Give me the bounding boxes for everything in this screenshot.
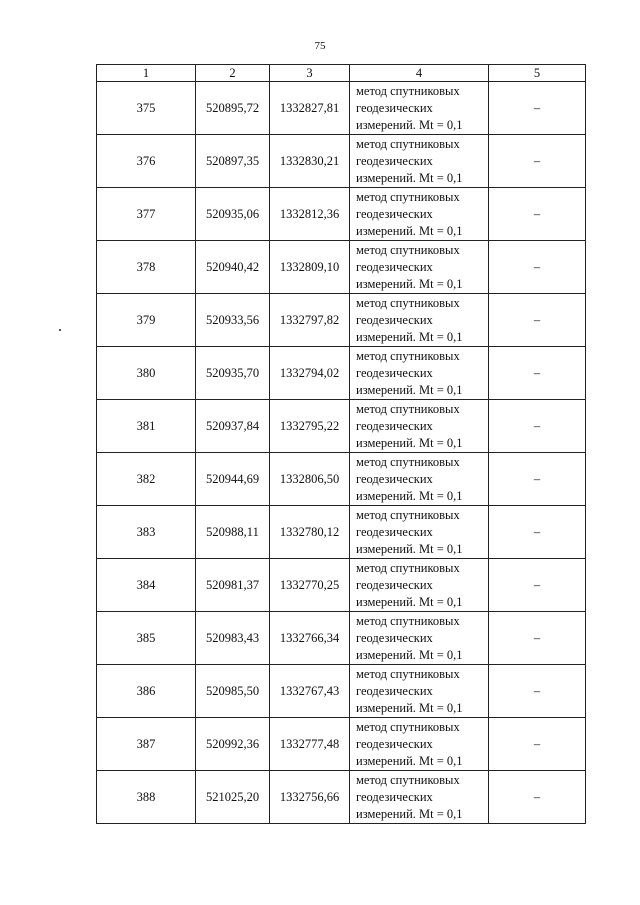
note-cell: –	[489, 506, 586, 559]
method-line: измерений. Mt = 0,1	[356, 753, 463, 768]
page-number: 75	[314, 40, 326, 52]
note-cell: –	[489, 241, 586, 294]
method-line: метод спутниковых	[356, 719, 460, 734]
method-cell	[350, 718, 489, 771]
y-coordinate-cell: 1332766,34	[270, 612, 350, 665]
method-cell	[350, 453, 489, 506]
method-line: геодезических	[356, 100, 433, 115]
point-number-cell: 387	[97, 718, 196, 771]
y-coordinate-cell: 1332780,12	[270, 506, 350, 559]
point-number-cell: 380	[97, 347, 196, 400]
column-header-4: 4	[350, 65, 489, 82]
method-line: геодезических	[356, 206, 433, 221]
note-cell: –	[489, 612, 586, 665]
point-number-cell: 384	[97, 559, 196, 612]
table-row	[97, 612, 586, 665]
x-coordinate-cell: 520985,50	[196, 665, 270, 718]
table-row	[97, 82, 586, 135]
method-line: метод спутниковых	[356, 242, 460, 257]
method-cell	[350, 135, 489, 188]
y-coordinate-cell: 1332830,21	[270, 135, 350, 188]
method-line: геодезических	[356, 683, 433, 698]
table-row	[97, 559, 586, 612]
note-cell: –	[489, 453, 586, 506]
note-cell: –	[489, 188, 586, 241]
table-row	[97, 241, 586, 294]
note-cell: –	[489, 771, 586, 824]
point-number-cell: 388	[97, 771, 196, 824]
y-coordinate-cell: 1332770,25	[270, 559, 350, 612]
note-cell: –	[489, 718, 586, 771]
y-coordinate-cell: 1332806,50	[270, 453, 350, 506]
y-coordinate-cell: 1332809,10	[270, 241, 350, 294]
method-line: метод спутниковых	[356, 454, 460, 469]
method-line: измерений. Mt = 0,1	[356, 117, 463, 132]
column-header-5: 5	[489, 65, 586, 82]
x-coordinate-cell: 520933,56	[196, 294, 270, 347]
note-cell: –	[489, 559, 586, 612]
x-coordinate-cell: 520988,11	[196, 506, 270, 559]
header-row	[97, 65, 586, 82]
y-coordinate-cell: 1332797,82	[270, 294, 350, 347]
note-cell: –	[489, 135, 586, 188]
coordinates-table	[96, 64, 586, 824]
table-row	[97, 665, 586, 718]
y-coordinate-cell: 1332827,81	[270, 82, 350, 135]
y-coordinate-cell: 1332767,43	[270, 665, 350, 718]
table-row	[97, 188, 586, 241]
method-cell	[350, 82, 489, 135]
method-line: измерений. Mt = 0,1	[356, 435, 463, 450]
method-cell	[350, 559, 489, 612]
method-cell	[350, 400, 489, 453]
method-line: метод спутниковых	[356, 295, 460, 310]
x-coordinate-cell: 520940,42	[196, 241, 270, 294]
method-cell	[350, 771, 489, 824]
table-row	[97, 453, 586, 506]
x-coordinate-cell: 521025,20	[196, 771, 270, 824]
method-line: измерений. Mt = 0,1	[356, 223, 463, 238]
table-row	[97, 135, 586, 188]
point-number-cell: 386	[97, 665, 196, 718]
method-line: метод спутниковых	[356, 507, 460, 522]
method-line: геодезических	[356, 789, 433, 804]
method-line: измерений. Mt = 0,1	[356, 700, 463, 715]
note-cell: –	[489, 294, 586, 347]
method-line: метод спутниковых	[356, 772, 460, 787]
x-coordinate-cell: 520981,37	[196, 559, 270, 612]
method-line: метод спутниковых	[356, 136, 460, 151]
method-cell	[350, 665, 489, 718]
y-coordinate-cell: 1332777,48	[270, 718, 350, 771]
point-number-cell: 379	[97, 294, 196, 347]
x-coordinate-cell: 520895,72	[196, 82, 270, 135]
table-row	[97, 506, 586, 559]
table-row	[97, 400, 586, 453]
method-line: геодезических	[356, 524, 433, 539]
x-coordinate-cell: 520935,70	[196, 347, 270, 400]
method-cell	[350, 347, 489, 400]
method-line: геодезических	[356, 365, 433, 380]
method-cell	[350, 506, 489, 559]
method-line: геодезических	[356, 259, 433, 274]
x-coordinate-cell: 520992,36	[196, 718, 270, 771]
method-line: измерений. Mt = 0,1	[356, 329, 463, 344]
method-line: метод спутниковых	[356, 189, 460, 204]
y-coordinate-cell: 1332795,22	[270, 400, 350, 453]
x-coordinate-cell: 520983,43	[196, 612, 270, 665]
method-line: измерений. Mt = 0,1	[356, 170, 463, 185]
method-line: измерений. Mt = 0,1	[356, 488, 463, 503]
y-coordinate-cell: 1332756,66	[270, 771, 350, 824]
point-number-cell: 385	[97, 612, 196, 665]
note-cell: –	[489, 400, 586, 453]
point-number-cell: 375	[97, 82, 196, 135]
method-line: измерений. Mt = 0,1	[356, 276, 463, 291]
method-line: метод спутниковых	[356, 613, 460, 628]
point-number-cell: 382	[97, 453, 196, 506]
table-row	[97, 294, 586, 347]
column-header-2: 2	[196, 65, 270, 82]
point-number-cell: 376	[97, 135, 196, 188]
table-row	[97, 718, 586, 771]
method-line: геодезических	[356, 471, 433, 486]
table-row	[97, 347, 586, 400]
note-cell: –	[489, 347, 586, 400]
point-number-cell: 381	[97, 400, 196, 453]
method-line: измерений. Mt = 0,1	[356, 647, 463, 662]
point-number-cell: 378	[97, 241, 196, 294]
x-coordinate-cell: 520897,35	[196, 135, 270, 188]
method-line: измерений. Mt = 0,1	[356, 382, 463, 397]
method-line: измерений. Mt = 0,1	[356, 806, 463, 821]
x-coordinate-cell: 520944,69	[196, 453, 270, 506]
note-cell: –	[489, 82, 586, 135]
method-line: метод спутниковых	[356, 666, 460, 681]
method-line: геодезических	[356, 418, 433, 433]
table-body	[97, 82, 586, 824]
method-cell	[350, 188, 489, 241]
method-cell	[350, 241, 489, 294]
column-header-3: 3	[270, 65, 350, 82]
method-line: измерений. Mt = 0,1	[356, 541, 463, 556]
method-line: метод спутниковых	[356, 348, 460, 363]
method-line: метод спутниковых	[356, 83, 460, 98]
scan-speck	[59, 329, 61, 331]
method-line: метод спутниковых	[356, 401, 460, 416]
method-cell	[350, 612, 489, 665]
y-coordinate-cell: 1332794,02	[270, 347, 350, 400]
x-coordinate-cell: 520937,84	[196, 400, 270, 453]
method-line: геодезических	[356, 312, 433, 327]
x-coordinate-cell: 520935,06	[196, 188, 270, 241]
point-number-cell: 377	[97, 188, 196, 241]
y-coordinate-cell: 1332812,36	[270, 188, 350, 241]
method-line: измерений. Mt = 0,1	[356, 594, 463, 609]
table-row	[97, 771, 586, 824]
note-cell: –	[489, 665, 586, 718]
method-line: геодезических	[356, 577, 433, 592]
method-line: геодезических	[356, 736, 433, 751]
method-line: метод спутниковых	[356, 560, 460, 575]
point-number-cell: 383	[97, 506, 196, 559]
method-line: геодезических	[356, 153, 433, 168]
column-header-1: 1	[97, 65, 196, 82]
method-line: геодезических	[356, 630, 433, 645]
method-cell	[350, 294, 489, 347]
